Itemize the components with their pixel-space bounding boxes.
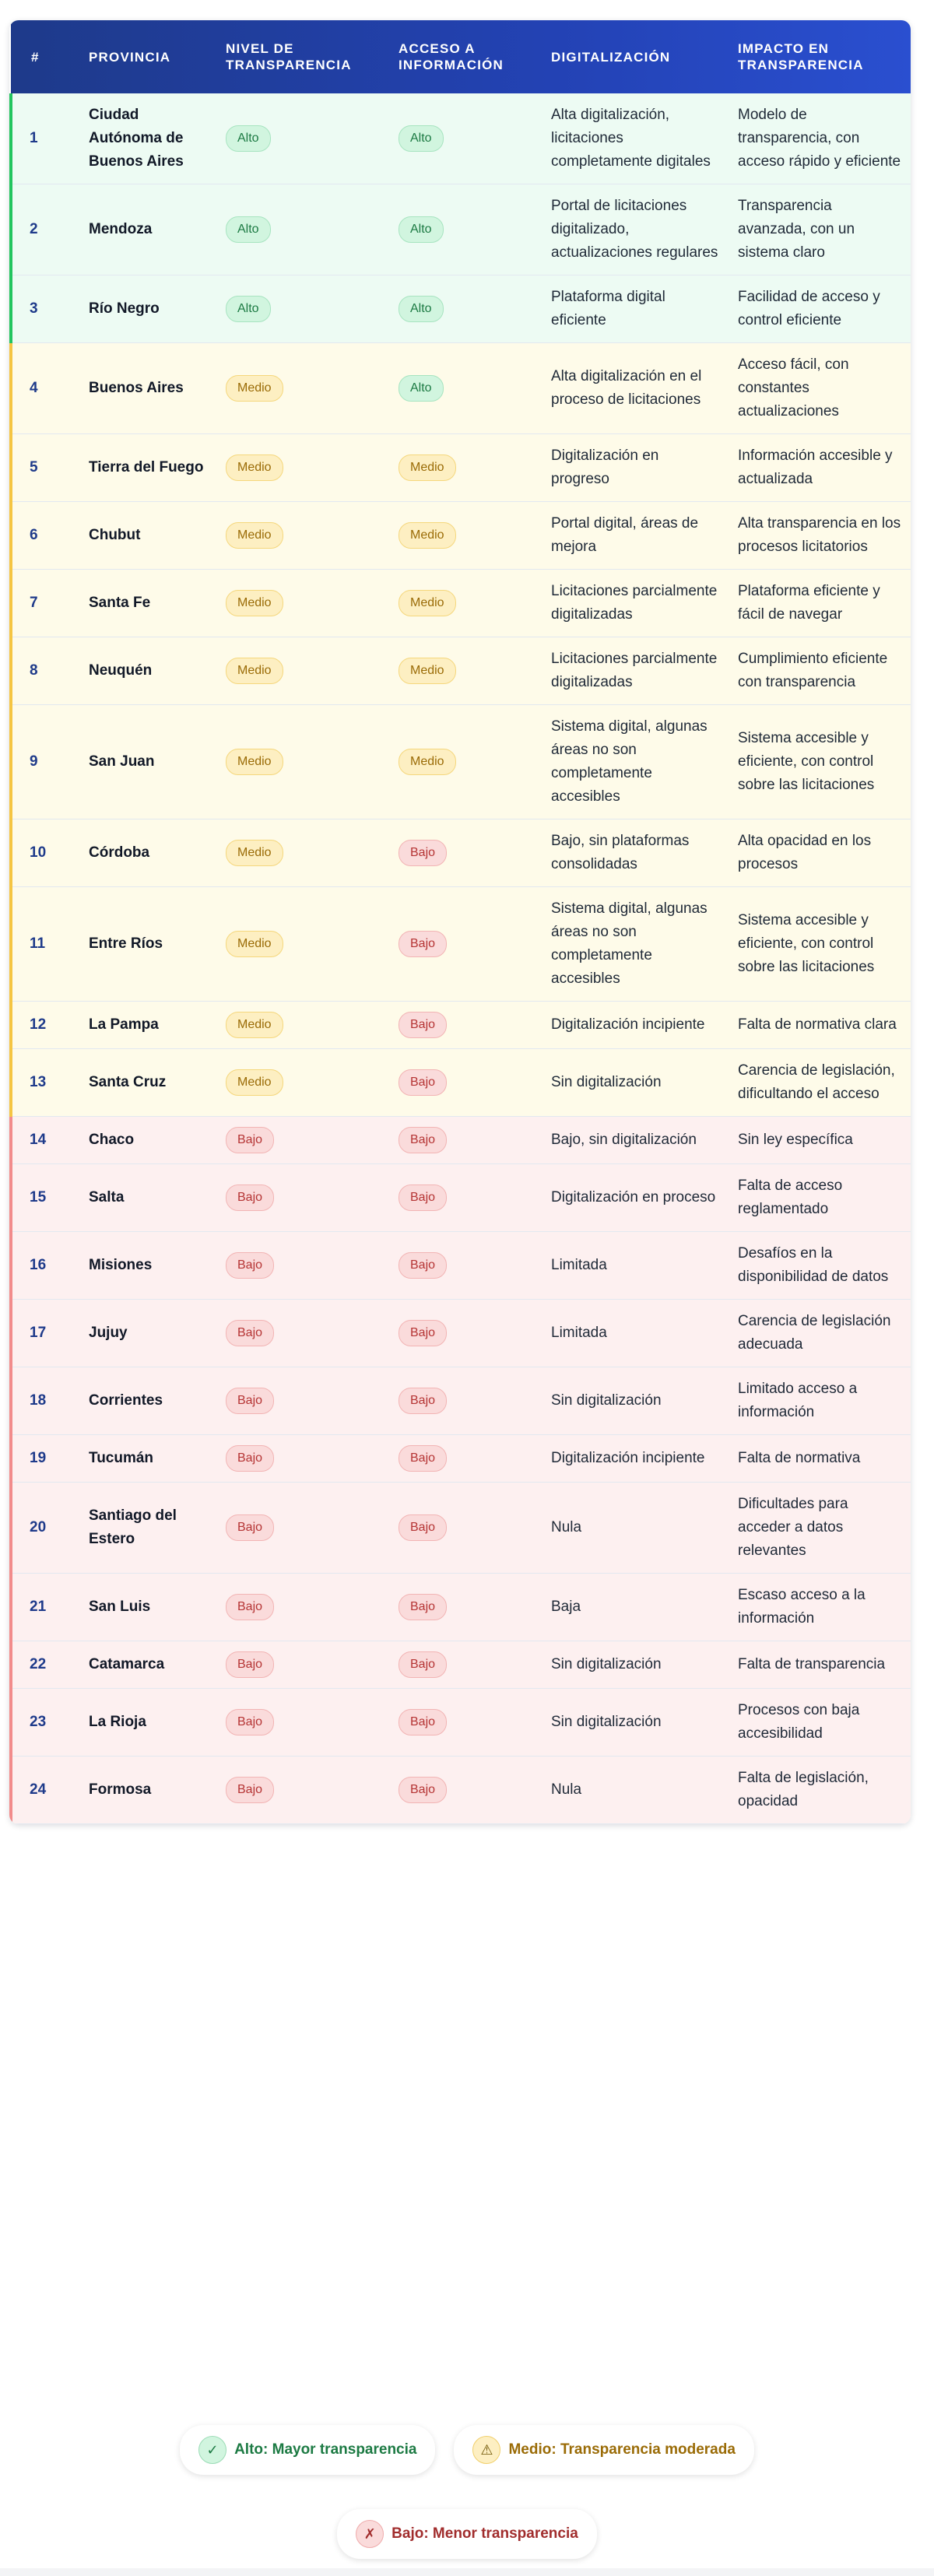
- access-level: [389, 1689, 542, 1757]
- impact-cell: Alta opacidad en los procesos: [729, 819, 911, 887]
- row-number: 7: [11, 570, 79, 637]
- access-level: [389, 1483, 542, 1574]
- impact-cell: Transparencia avanzada, con un sistema claro: [729, 184, 911, 275]
- row-number: 2: [11, 184, 79, 275]
- table-row: [11, 1300, 911, 1367]
- transparency-level: [216, 1435, 389, 1483]
- transparency-level: [216, 705, 389, 819]
- transparency-level-badge: Medio: [226, 590, 283, 616]
- digitalization-cell: Portal de licitaciones digitalizado, actualizaciones regulares: [542, 184, 729, 275]
- access-level: [389, 434, 542, 502]
- table-row: [11, 570, 911, 637]
- transparency-level-badge: Bajo: [226, 1252, 274, 1279]
- transparency-level: [216, 887, 389, 1002]
- digitalization-cell: Alta digitalización en el proceso de licitaciones: [542, 343, 729, 434]
- transparency-level: [216, 1483, 389, 1574]
- access-level: [389, 93, 542, 184]
- transparency-level-badge: Medio: [226, 1012, 283, 1038]
- province-name: Chubut: [79, 502, 216, 570]
- transparency-level-badge: Bajo: [226, 1777, 274, 1803]
- cross-icon: ✗: [356, 2520, 384, 2548]
- access-level: [389, 1117, 542, 1164]
- access-level-badge: Bajo: [399, 1252, 447, 1279]
- impact-cell: Modelo de transparencia, con acceso rápido y eficiente: [729, 93, 911, 184]
- impact-cell: Falta de acceso reglamentado: [729, 1164, 911, 1232]
- digitalization-cell: Limitada: [542, 1300, 729, 1367]
- digitalization-cell: Sin digitalización: [542, 1641, 729, 1689]
- header-nivel: NIVEL DE TRANSPARENCIA: [226, 41, 352, 72]
- access-level-badge: Bajo: [399, 1651, 447, 1678]
- province-name: La Rioja: [79, 1689, 216, 1757]
- access-level: [389, 1641, 542, 1689]
- access-level-badge: Medio: [399, 454, 456, 481]
- table-row: [11, 1689, 911, 1757]
- access-level: [389, 1232, 542, 1300]
- access-level: [389, 343, 542, 434]
- legend-label: Medio: Transparencia moderada: [508, 2441, 736, 2458]
- table-row: [11, 275, 911, 343]
- warning-icon: ⚠: [472, 2436, 500, 2464]
- access-level-badge: Bajo: [399, 1594, 447, 1620]
- transparency-level-badge: Medio: [226, 375, 283, 402]
- access-level-badge: Bajo: [399, 1514, 447, 1541]
- access-level: [389, 1367, 542, 1435]
- transparency-level: [216, 275, 389, 343]
- access-level-badge: Alto: [399, 296, 444, 322]
- header-num: #: [31, 49, 40, 65]
- transparency-level: [216, 1049, 389, 1117]
- province-name: Río Negro: [79, 275, 216, 343]
- impact-cell: Acceso fácil, con constantes actualizaciones: [729, 343, 911, 434]
- province-name: Santa Fe: [79, 570, 216, 637]
- impact-cell: Sistema accesible y eficiente, con control sobre las licitaciones: [729, 705, 911, 819]
- transparency-table: [9, 20, 911, 1824]
- province-name: Jujuy: [79, 1300, 216, 1367]
- legend-item-bajo: [337, 2509, 597, 2559]
- province-name: Misiones: [79, 1232, 216, 1300]
- table-row: [11, 1483, 911, 1574]
- table-row: [11, 502, 911, 570]
- province-name: San Luis: [79, 1574, 216, 1641]
- digitalization-cell: Licitaciones parcialmente digitalizadas: [542, 637, 729, 705]
- impact-cell: Plataforma eficiente y fácil de navegar: [729, 570, 911, 637]
- province-name: Neuquén: [79, 637, 216, 705]
- access-level: [389, 1049, 542, 1117]
- table-row: [11, 1002, 911, 1049]
- transparency-level: [216, 1367, 389, 1435]
- digitalization-cell: Sistema digital, algunas áreas no son completamente accesibles: [542, 887, 729, 1002]
- impact-cell: Carencia de legislación, dificultando el acceso: [729, 1049, 911, 1117]
- transparency-level: [216, 1641, 389, 1689]
- legend-label: Bajo: Menor transparencia: [392, 2525, 578, 2542]
- transparency-level: [216, 1300, 389, 1367]
- row-number: 3: [11, 275, 79, 343]
- access-level-badge: Bajo: [399, 1388, 447, 1414]
- access-level: [389, 1574, 542, 1641]
- transparency-level-badge: Medio: [226, 1069, 283, 1096]
- table-row: [11, 705, 911, 819]
- table-row: [11, 1232, 911, 1300]
- access-level-badge: Bajo: [399, 1445, 447, 1472]
- transparency-level-badge: Bajo: [226, 1445, 274, 1472]
- legend: [0, 2425, 934, 2559]
- access-level-badge: Medio: [399, 658, 456, 684]
- row-number: 13: [11, 1049, 79, 1117]
- row-number: 10: [11, 819, 79, 887]
- table-row: [11, 1049, 911, 1117]
- table-row: [11, 637, 911, 705]
- table-body: [11, 93, 911, 1824]
- access-level-badge: Alto: [399, 125, 444, 152]
- impact-cell: Falta de normativa: [729, 1435, 911, 1483]
- digitalization-cell: Nula: [542, 1757, 729, 1824]
- transparency-table-card: [9, 20, 911, 1824]
- transparency-level: [216, 184, 389, 275]
- table-row: [11, 1574, 911, 1641]
- table-row: [11, 343, 911, 434]
- impact-cell: Desafíos en la disponibilidad de datos: [729, 1232, 911, 1300]
- province-name: Catamarca: [79, 1641, 216, 1689]
- access-level-badge: Alto: [399, 216, 444, 243]
- digitalization-cell: Digitalización incipiente: [542, 1435, 729, 1483]
- access-level-badge: Medio: [399, 590, 456, 616]
- province-name: Ciudad Autónoma de Buenos Aires: [79, 93, 216, 184]
- transparency-level: [216, 434, 389, 502]
- access-level-badge: Bajo: [399, 840, 447, 866]
- table-row: [11, 1641, 911, 1689]
- transparency-level: [216, 343, 389, 434]
- row-number: 9: [11, 705, 79, 819]
- header-acceso: ACCESO A INFORMACIÓN: [399, 41, 504, 72]
- province-name: Tucumán: [79, 1435, 216, 1483]
- legend-label: Alto: Mayor transparencia: [234, 2441, 417, 2458]
- transparency-level: [216, 570, 389, 637]
- digitalization-cell: Sistema digital, algunas áreas no son completamente accesibles: [542, 705, 729, 819]
- access-level-badge: Bajo: [399, 1320, 447, 1346]
- table-row: [11, 184, 911, 275]
- transparency-level: [216, 1757, 389, 1824]
- impact-cell: Falta de normativa clara: [729, 1002, 911, 1049]
- impact-cell: Sin ley específica: [729, 1117, 911, 1164]
- transparency-level-badge: Medio: [226, 522, 283, 549]
- row-number: 19: [11, 1435, 79, 1483]
- row-number: 17: [11, 1300, 79, 1367]
- row-number: 16: [11, 1232, 79, 1300]
- legend-item-medio: [454, 2425, 753, 2475]
- transparency-level: [216, 1232, 389, 1300]
- transparency-level: [216, 1002, 389, 1049]
- table-row: [11, 1367, 911, 1435]
- transparency-level: [216, 1164, 389, 1232]
- transparency-level-badge: Bajo: [226, 1709, 274, 1735]
- table-row: [11, 1164, 911, 1232]
- header-row: [11, 20, 911, 93]
- transparency-level-badge: Medio: [226, 454, 283, 481]
- access-level-badge: Alto: [399, 375, 444, 402]
- province-name: Chaco: [79, 1117, 216, 1164]
- impact-cell: Falta de transparencia: [729, 1641, 911, 1689]
- impact-cell: Cumplimiento eficiente con transparencia: [729, 637, 911, 705]
- digitalization-cell: Bajo, sin digitalización: [542, 1117, 729, 1164]
- transparency-level-badge: Bajo: [226, 1388, 274, 1414]
- table-row: [11, 1757, 911, 1824]
- access-level: [389, 819, 542, 887]
- digitalization-cell: Plataforma digital eficiente: [542, 275, 729, 343]
- access-level: [389, 275, 542, 343]
- row-number: 1: [11, 93, 79, 184]
- row-number: 8: [11, 637, 79, 705]
- row-number: 11: [11, 887, 79, 1002]
- table-row: [11, 1435, 911, 1483]
- transparency-level-badge: Medio: [226, 749, 283, 775]
- province-name: Mendoza: [79, 184, 216, 275]
- access-level-badge: Bajo: [399, 1012, 447, 1038]
- province-name: Corrientes: [79, 1367, 216, 1435]
- header-digitalizacion: DIGITALIZACIÓN: [551, 49, 671, 65]
- impact-cell: Carencia de legislación adecuada: [729, 1300, 911, 1367]
- province-name: Buenos Aires: [79, 343, 216, 434]
- row-number: 12: [11, 1002, 79, 1049]
- transparency-level: [216, 1117, 389, 1164]
- access-level: [389, 637, 542, 705]
- province-name: Córdoba: [79, 819, 216, 887]
- access-level: [389, 887, 542, 1002]
- impact-cell: Escaso acceso a la información: [729, 1574, 911, 1641]
- row-number: 23: [11, 1689, 79, 1757]
- province-name: Santiago del Estero: [79, 1483, 216, 1574]
- row-number: 20: [11, 1483, 79, 1574]
- access-level: [389, 570, 542, 637]
- impact-cell: Sistema accesible y eficiente, con control sobre las licitaciones: [729, 887, 911, 1002]
- transparency-level-badge: Alto: [226, 125, 271, 152]
- impact-cell: Falta de legislación, opacidad: [729, 1757, 911, 1824]
- digitalization-cell: Limitada: [542, 1232, 729, 1300]
- transparency-level: [216, 1689, 389, 1757]
- digitalization-cell: Alta digitalización, licitaciones completamente digitales: [542, 93, 729, 184]
- impact-cell: Limitado acceso a información: [729, 1367, 911, 1435]
- transparency-level-badge: Medio: [226, 931, 283, 957]
- impact-cell: Dificultades para acceder a datos relevantes: [729, 1483, 911, 1574]
- access-level-badge: Bajo: [399, 1184, 447, 1211]
- table-row: [11, 1117, 911, 1164]
- digitalization-cell: Sin digitalización: [542, 1367, 729, 1435]
- access-level-badge: Bajo: [399, 1127, 447, 1153]
- province-name: Entre Ríos: [79, 887, 216, 1002]
- row-number: 6: [11, 502, 79, 570]
- transparency-level-badge: Bajo: [226, 1184, 274, 1211]
- digitalization-cell: Digitalización incipiente: [542, 1002, 729, 1049]
- row-number: 21: [11, 1574, 79, 1641]
- row-number: 4: [11, 343, 79, 434]
- access-level-badge: Medio: [399, 522, 456, 549]
- province-name: La Pampa: [79, 1002, 216, 1049]
- digitalization-cell: Digitalización en proceso: [542, 1164, 729, 1232]
- access-level: [389, 705, 542, 819]
- transparency-level-badge: Medio: [226, 658, 283, 684]
- access-level-badge: Bajo: [399, 1069, 447, 1096]
- province-name: Santa Cruz: [79, 1049, 216, 1117]
- access-level: [389, 1164, 542, 1232]
- impact-cell: Procesos con baja accesibilidad: [729, 1689, 911, 1757]
- access-level: [389, 1435, 542, 1483]
- row-number: 14: [11, 1117, 79, 1164]
- table-row: [11, 93, 911, 184]
- digitalization-cell: Portal digital, áreas de mejora: [542, 502, 729, 570]
- access-level-badge: Bajo: [399, 1777, 447, 1803]
- transparency-level: [216, 819, 389, 887]
- transparency-level: [216, 93, 389, 184]
- access-level: [389, 184, 542, 275]
- impact-cell: Información accesible y actualizada: [729, 434, 911, 502]
- transparency-level: [216, 502, 389, 570]
- province-name: San Juan: [79, 705, 216, 819]
- row-number: 24: [11, 1757, 79, 1824]
- access-level: [389, 1757, 542, 1824]
- access-level-badge: Bajo: [399, 931, 447, 957]
- access-level-badge: Medio: [399, 749, 456, 775]
- province-name: Tierra del Fuego: [79, 434, 216, 502]
- row-number: 5: [11, 434, 79, 502]
- table-row: [11, 434, 911, 502]
- digitalization-cell: Sin digitalización: [542, 1049, 729, 1117]
- access-level: [389, 502, 542, 570]
- digitalization-cell: Digitalización en progreso: [542, 434, 729, 502]
- access-level: [389, 1002, 542, 1049]
- transparency-level-badge: Bajo: [226, 1651, 274, 1678]
- province-name: Salta: [79, 1164, 216, 1232]
- impact-cell: Facilidad de acceso y control eficiente: [729, 275, 911, 343]
- access-level: [389, 1300, 542, 1367]
- transparency-level-badge: Bajo: [226, 1514, 274, 1541]
- transparency-level-badge: Alto: [226, 296, 271, 322]
- transparency-level-badge: Alto: [226, 216, 271, 243]
- table-header: [11, 20, 911, 93]
- check-icon: ✓: [198, 2436, 226, 2464]
- row-number: 15: [11, 1164, 79, 1232]
- digitalization-cell: Sin digitalización: [542, 1689, 729, 1757]
- table-row: [11, 819, 911, 887]
- digitalization-cell: Baja: [542, 1574, 729, 1641]
- legend-item-alto: [180, 2425, 435, 2475]
- transparency-level: [216, 637, 389, 705]
- header-impacto: IMPACTO EN TRANSPARENCIA: [738, 41, 864, 72]
- digitalization-cell: Nula: [542, 1483, 729, 1574]
- digitalization-cell: Licitaciones parcialmente digitalizadas: [542, 570, 729, 637]
- transparency-level: [216, 1574, 389, 1641]
- row-number: 22: [11, 1641, 79, 1689]
- province-name: Formosa: [79, 1757, 216, 1824]
- table-row: [11, 887, 911, 1002]
- header-provincia: PROVINCIA: [89, 49, 171, 65]
- row-number: 18: [11, 1367, 79, 1435]
- transparency-level-badge: Bajo: [226, 1127, 274, 1153]
- digitalization-cell: Bajo, sin plataformas consolidadas: [542, 819, 729, 887]
- access-level-badge: Bajo: [399, 1709, 447, 1735]
- transparency-level-badge: Bajo: [226, 1320, 274, 1346]
- impact-cell: Alta transparencia en los procesos licitatorios: [729, 502, 911, 570]
- transparency-level-badge: Medio: [226, 840, 283, 866]
- transparency-level-badge: Bajo: [226, 1594, 274, 1620]
